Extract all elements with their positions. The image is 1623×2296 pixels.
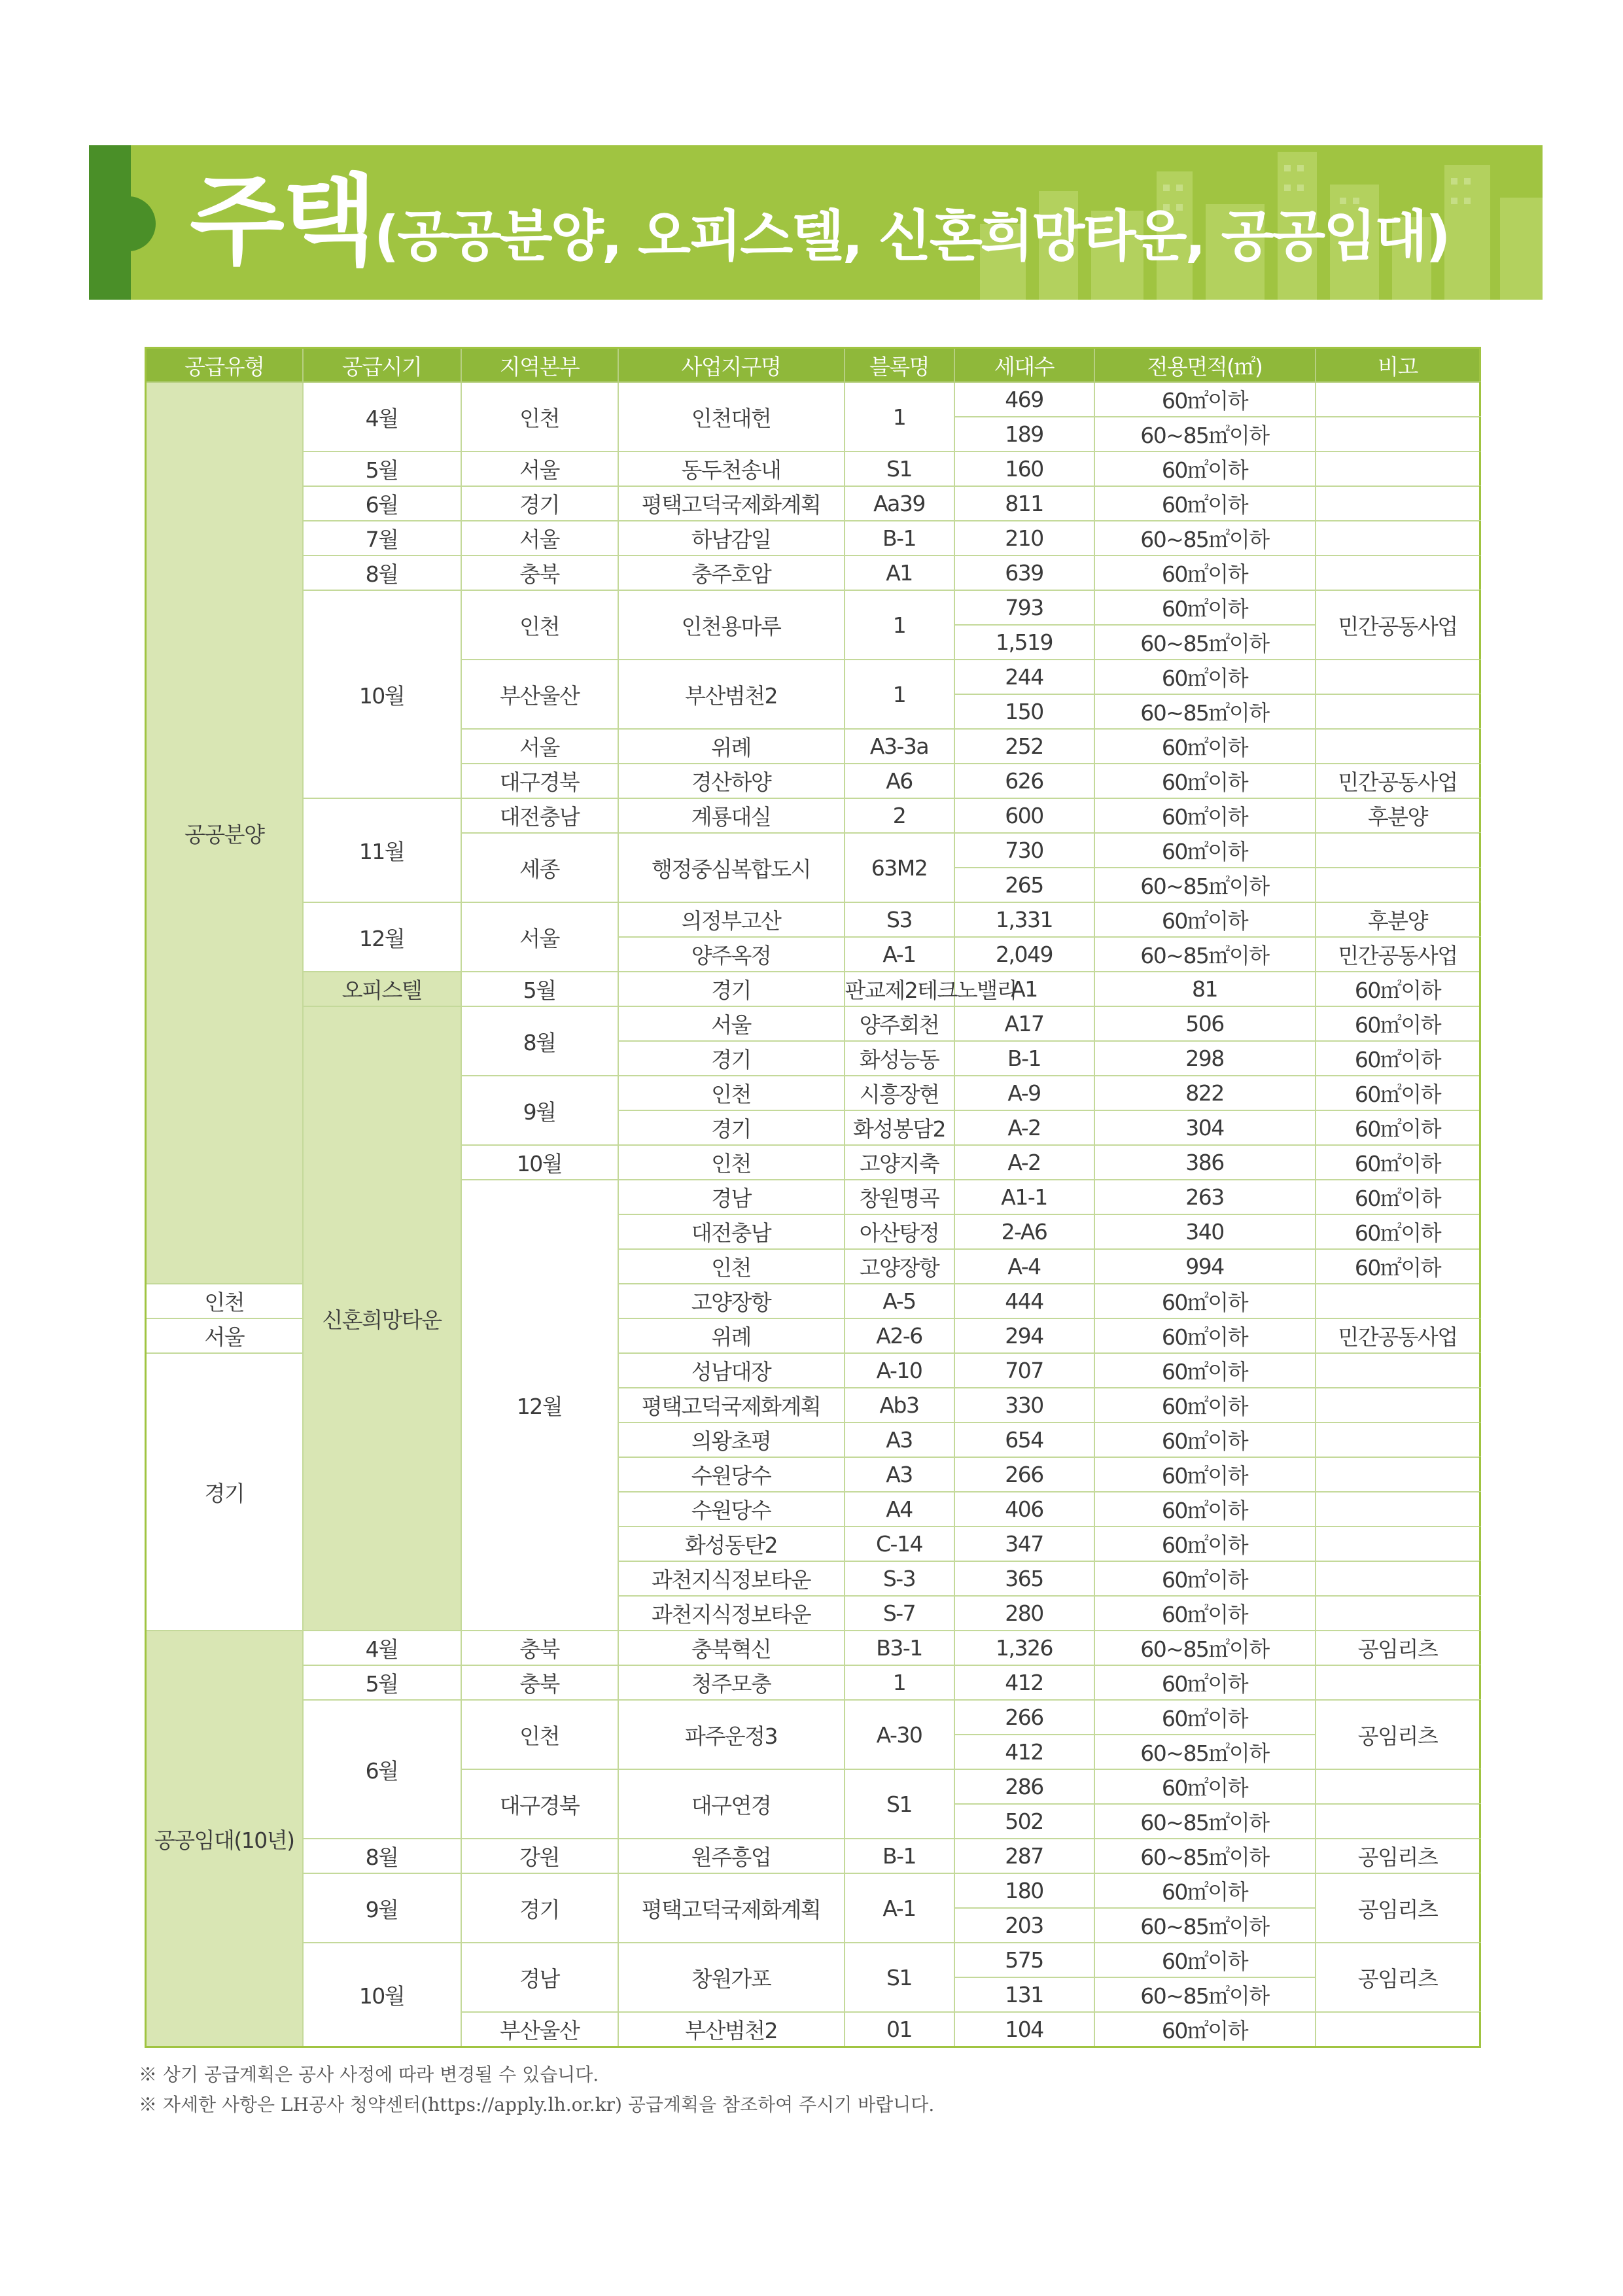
table-cell: 원주흥업 bbox=[618, 1839, 845, 1873]
table-cell: 60㎡이하 bbox=[1094, 798, 1316, 833]
table-cell: 60㎡이하 bbox=[1094, 382, 1316, 417]
table-cell: 502 bbox=[954, 1804, 1094, 1839]
table-cell: 1 bbox=[845, 590, 954, 660]
table-cell: S-3 bbox=[845, 1561, 954, 1596]
table-cell: 부산범천2 bbox=[618, 2012, 845, 2047]
page-title-main: 주택 bbox=[190, 165, 374, 279]
table-cell: 대구연경 bbox=[618, 1769, 845, 1839]
table-cell: 60~85㎡이하 bbox=[1094, 1631, 1316, 1665]
table-cell: 639 bbox=[954, 556, 1094, 590]
table-cell: 양주회천 bbox=[845, 1006, 954, 1041]
table-cell: 고양지축 bbox=[845, 1145, 954, 1180]
table-cell: 60㎡이하 bbox=[1094, 1769, 1316, 1804]
table-cell bbox=[1316, 729, 1480, 764]
table-cell: 60㎡이하 bbox=[1094, 1284, 1316, 1318]
table-cell: 파주운정3 bbox=[618, 1700, 845, 1769]
table-cell: 민간공동사업 bbox=[1316, 1318, 1480, 1353]
supply-type-cell: 공공분양 bbox=[146, 382, 303, 1284]
table-cell: 707 bbox=[954, 1353, 1094, 1388]
table-cell bbox=[1316, 694, 1480, 729]
table-cell: 화성봉담2 bbox=[845, 1110, 954, 1145]
table-cell: 위례 bbox=[618, 729, 845, 764]
table-cell: 부산울산 bbox=[461, 660, 618, 729]
table-cell: 화성동탄2 bbox=[618, 1527, 845, 1561]
table-cell: A-2 bbox=[954, 1110, 1094, 1145]
table-cell: 203 bbox=[954, 1908, 1094, 1943]
table-cell: 60㎡이하 bbox=[1094, 1700, 1316, 1735]
table-cell: 인천 bbox=[461, 1700, 618, 1769]
table-cell: 인천대헌 bbox=[618, 382, 845, 451]
table-cell bbox=[1316, 382, 1480, 417]
table-cell: A1-1 bbox=[954, 1180, 1094, 1214]
table-cell: 평택고덕국제화계획 bbox=[618, 1388, 845, 1422]
table-cell: 469 bbox=[954, 382, 1094, 417]
table-cell: 287 bbox=[954, 1839, 1094, 1873]
table-cell: 서울 bbox=[461, 521, 618, 556]
table-cell: 창원가포 bbox=[618, 1943, 845, 2012]
table-row bbox=[146, 1006, 1480, 1041]
table-cell: 공임리츠 bbox=[1316, 1873, 1480, 1943]
table-cell: 동두천송내 bbox=[618, 451, 845, 486]
supply-plan-table bbox=[145, 347, 1481, 2048]
table-cell: 60~85㎡이하 bbox=[1094, 625, 1316, 660]
table-cell: 4월 bbox=[303, 1631, 461, 1665]
table-cell: 60㎡이하 bbox=[1094, 1665, 1316, 1700]
table-cell: 60㎡이하 bbox=[1316, 1180, 1480, 1214]
table-cell: A3 bbox=[845, 1422, 954, 1457]
table-cell: 시흥장현 bbox=[845, 1076, 954, 1110]
table-cell: 경남 bbox=[618, 1180, 845, 1214]
column-header: 세대수 bbox=[954, 348, 1094, 383]
table-cell: 60㎡이하 bbox=[1094, 2012, 1316, 2047]
table-cell: 60~85㎡이하 bbox=[1094, 1839, 1316, 1873]
table-cell: B3-1 bbox=[845, 1631, 954, 1665]
table-cell: 60㎡이하 bbox=[1316, 1006, 1480, 1041]
table-cell: S-7 bbox=[845, 1596, 954, 1631]
table-cell: 경남 bbox=[461, 1943, 618, 2012]
table-cell bbox=[1316, 1665, 1480, 1700]
table-cell: 창원명곡 bbox=[845, 1180, 954, 1214]
table-cell: 부산범천2 bbox=[618, 660, 845, 729]
table-cell: 1 bbox=[845, 1665, 954, 1700]
table-cell: 600 bbox=[954, 798, 1094, 833]
table-cell: 평택고덕국제화계획 bbox=[618, 1873, 845, 1943]
table-cell: 서울 bbox=[461, 451, 618, 486]
table-row bbox=[146, 1700, 1480, 1735]
table-cell: 189 bbox=[954, 417, 1094, 451]
table-cell: A1 bbox=[954, 972, 1094, 1006]
table-cell: 131 bbox=[954, 1977, 1094, 2012]
table-cell: 60㎡이하 bbox=[1094, 451, 1316, 486]
table-cell bbox=[1316, 1284, 1480, 1318]
table-cell: 11월 bbox=[303, 798, 461, 902]
table-cell bbox=[1316, 1527, 1480, 1561]
table-cell: 강원 bbox=[461, 1839, 618, 1873]
table-cell: 양주옥정 bbox=[618, 937, 845, 972]
table-cell: 1,331 bbox=[954, 902, 1094, 937]
table-cell: A-5 bbox=[845, 1284, 954, 1318]
table-cell: 654 bbox=[954, 1422, 1094, 1457]
table-cell: A3-3a bbox=[845, 729, 954, 764]
table-cell: 180 bbox=[954, 1873, 1094, 1908]
table-cell: A3 bbox=[845, 1457, 954, 1492]
table-cell: 347 bbox=[954, 1527, 1094, 1561]
column-header: 지역본부 bbox=[461, 348, 618, 383]
table-cell: 인천 bbox=[618, 1249, 845, 1284]
table-cell: 60㎡이하 bbox=[1094, 729, 1316, 764]
table-cell: 730 bbox=[954, 833, 1094, 868]
table-cell: 60㎡이하 bbox=[1094, 1527, 1316, 1561]
table-cell: 266 bbox=[954, 1457, 1094, 1492]
table-cell: 412 bbox=[954, 1735, 1094, 1769]
table-cell: 60㎡이하 bbox=[1316, 1076, 1480, 1110]
table-cell: 화성능동 bbox=[845, 1041, 954, 1076]
supply-type-cell: 오피스텔 bbox=[303, 972, 461, 1006]
table-cell: 60㎡이하 bbox=[1094, 1388, 1316, 1422]
table-cell: 수원당수 bbox=[618, 1457, 845, 1492]
table-cell: B-1 bbox=[954, 1041, 1094, 1076]
table-cell: 10월 bbox=[461, 1145, 618, 1180]
column-header: 공급시기 bbox=[303, 348, 461, 383]
table-row bbox=[146, 972, 1480, 1006]
table-cell: 210 bbox=[954, 521, 1094, 556]
table-cell: S1 bbox=[845, 1769, 954, 1839]
table-cell: A6 bbox=[845, 764, 954, 798]
table-cell bbox=[1316, 833, 1480, 868]
table-cell: 의정부고산 bbox=[618, 902, 845, 937]
table-cell: 506 bbox=[1094, 1006, 1316, 1041]
table-cell: Ab3 bbox=[845, 1388, 954, 1422]
table-cell: 인천 bbox=[461, 590, 618, 660]
table-cell bbox=[1316, 417, 1480, 451]
table-cell: 8월 bbox=[461, 1006, 618, 1076]
table-cell: 406 bbox=[954, 1492, 1094, 1527]
table-cell: 01 bbox=[845, 2012, 954, 2047]
table-cell: 판교제2테크노밸리 bbox=[845, 972, 954, 1006]
table-cell: 2,049 bbox=[954, 937, 1094, 972]
table-cell: 2 bbox=[845, 798, 954, 833]
table-cell: 81 bbox=[1094, 972, 1316, 1006]
supply-type-cell: 신혼희망타운 bbox=[303, 1006, 461, 1631]
table-cell: 60㎡이하 bbox=[1316, 972, 1480, 1006]
column-header: 전용면적(㎡) bbox=[1094, 348, 1316, 383]
table-cell: A-2 bbox=[954, 1145, 1094, 1180]
table-cell: 10월 bbox=[303, 1943, 461, 2047]
table-cell: 후분양 bbox=[1316, 798, 1480, 833]
table-cell: 민간공동사업 bbox=[1316, 590, 1480, 660]
column-header: 사업지구명 bbox=[618, 348, 845, 383]
table-cell: 60~85㎡이하 bbox=[1094, 868, 1316, 902]
table-cell: 행정중심복합도시 bbox=[618, 833, 845, 902]
page-title-sub: (공공분양, 오피스텔, 신혼희망타운, 공공임대) bbox=[374, 204, 1449, 268]
table-cell: B-1 bbox=[845, 521, 954, 556]
table-cell: B-1 bbox=[845, 1839, 954, 1873]
table-cell: 60㎡이하 bbox=[1094, 1596, 1316, 1631]
table-cell bbox=[1316, 1804, 1480, 1839]
table-cell: 민간공동사업 bbox=[1316, 937, 1480, 972]
table-row bbox=[146, 486, 1480, 521]
table-cell: 63M2 bbox=[845, 833, 954, 902]
table-cell: 60~85㎡이하 bbox=[1094, 1977, 1316, 2012]
table-cell: 인천용마루 bbox=[618, 590, 845, 660]
table-cell: 60~85㎡이하 bbox=[1094, 417, 1316, 451]
table-cell: 822 bbox=[1094, 1076, 1316, 1110]
table-cell: 공임리츠 bbox=[1316, 1700, 1480, 1769]
table-cell: 수원당수 bbox=[618, 1492, 845, 1527]
table-cell: 5월 bbox=[303, 451, 461, 486]
table-cell: 대전충남 bbox=[461, 798, 618, 833]
table-cell: 60~85㎡이하 bbox=[1094, 694, 1316, 729]
page-title bbox=[190, 153, 1449, 291]
table-cell: 인천 bbox=[146, 1284, 303, 1318]
table-cell: 286 bbox=[954, 1769, 1094, 1804]
table-cell: 244 bbox=[954, 660, 1094, 694]
table-cell: 12월 bbox=[461, 1180, 618, 1631]
table-cell: 365 bbox=[954, 1561, 1094, 1596]
table-row bbox=[146, 590, 1480, 625]
table-cell: 충주호암 bbox=[618, 556, 845, 590]
table-cell bbox=[1316, 1457, 1480, 1492]
table-cell: 60~85㎡이하 bbox=[1094, 1908, 1316, 1943]
table-cell: 의왕초평 bbox=[618, 1422, 845, 1457]
table-cell: 평택고덕국제화계획 bbox=[618, 486, 845, 521]
table-cell bbox=[1316, 1769, 1480, 1804]
table-cell: A4 bbox=[845, 1492, 954, 1527]
table-cell bbox=[1316, 451, 1480, 486]
table-cell: 994 bbox=[1094, 1249, 1316, 1284]
table-cell: 10월 bbox=[303, 590, 461, 798]
table-cell: 충북 bbox=[461, 1665, 618, 1700]
table-cell: 4월 bbox=[303, 382, 461, 451]
table-cell: 부산울산 bbox=[461, 2012, 618, 2047]
table-cell: 계룡대실 bbox=[618, 798, 845, 833]
table-cell bbox=[1316, 1353, 1480, 1388]
table-cell: 160 bbox=[954, 451, 1094, 486]
table-cell: 1,326 bbox=[954, 1631, 1094, 1665]
table-cell: 성남대장 bbox=[618, 1353, 845, 1388]
table-cell: 2-A6 bbox=[954, 1214, 1094, 1249]
table-cell: 12월 bbox=[303, 902, 461, 972]
table-cell: 60㎡이하 bbox=[1094, 902, 1316, 937]
table-row bbox=[146, 451, 1480, 486]
column-header: 공급유형 bbox=[146, 348, 303, 383]
table-cell: 575 bbox=[954, 1943, 1094, 1977]
footnote-2: ※ 자세한 사항은 LH공사 청약센터(https://apply.lh.or.kr) 공급계획을 참조하여 주시기 바랍니다. bbox=[139, 2094, 935, 2115]
table-cell: A17 bbox=[954, 1006, 1094, 1041]
table-cell bbox=[1316, 556, 1480, 590]
table-cell: 세종 bbox=[461, 833, 618, 902]
table-cell bbox=[1316, 1596, 1480, 1631]
table-cell: 60㎡이하 bbox=[1094, 660, 1316, 694]
table-cell: S1 bbox=[845, 451, 954, 486]
table-cell: 인천 bbox=[461, 382, 618, 451]
table-cell: 6월 bbox=[303, 486, 461, 521]
table-cell: 60㎡이하 bbox=[1094, 1492, 1316, 1527]
table-cell: 청주모충 bbox=[618, 1665, 845, 1700]
table-cell: 서울 bbox=[461, 902, 618, 972]
table-cell: 252 bbox=[954, 729, 1094, 764]
table-cell: 충북혁신 bbox=[618, 1631, 845, 1665]
table-cell: 공임리츠 bbox=[1316, 1839, 1480, 1873]
table-cell: 386 bbox=[1094, 1145, 1316, 1180]
table-cell: 793 bbox=[954, 590, 1094, 625]
table-cell: S1 bbox=[845, 1943, 954, 2012]
table-cell: 공임리츠 bbox=[1316, 1631, 1480, 1665]
table-cell: 후분양 bbox=[1316, 902, 1480, 937]
table-cell: 1 bbox=[845, 382, 954, 451]
table-cell: 811 bbox=[954, 486, 1094, 521]
table-cell: S3 bbox=[845, 902, 954, 937]
table-cell: 60㎡이하 bbox=[1094, 1353, 1316, 1388]
table-cell: 294 bbox=[954, 1318, 1094, 1353]
table-cell: 60~85㎡이하 bbox=[1094, 1735, 1316, 1769]
table-row bbox=[146, 1631, 1480, 1665]
table-cell: 대구경북 bbox=[461, 764, 618, 798]
table-cell bbox=[1316, 2012, 1480, 2047]
table-row bbox=[146, 1839, 1480, 1873]
table-cell: 아산탕정 bbox=[845, 1214, 954, 1249]
table-cell: 60㎡이하 bbox=[1316, 1110, 1480, 1145]
table-cell: 경기 bbox=[461, 1873, 618, 1943]
table-cell: 서울 bbox=[146, 1318, 303, 1353]
banner-accent-tab bbox=[89, 145, 131, 300]
table-cell: 60㎡이하 bbox=[1316, 1041, 1480, 1076]
table-cell: 444 bbox=[954, 1284, 1094, 1318]
table-cell: 60㎡이하 bbox=[1094, 1943, 1316, 1977]
table-cell: 60~85㎡이하 bbox=[1094, 1804, 1316, 1839]
table-cell: 298 bbox=[1094, 1041, 1316, 1076]
table-cell: 대구경북 bbox=[461, 1769, 618, 1839]
table-cell: 인천 bbox=[618, 1145, 845, 1180]
table-cell: 330 bbox=[954, 1388, 1094, 1422]
table-cell bbox=[1316, 660, 1480, 694]
table-cell: 60㎡이하 bbox=[1316, 1249, 1480, 1284]
table-cell: 263 bbox=[1094, 1180, 1316, 1214]
table-cell: 8월 bbox=[303, 556, 461, 590]
table-cell: 위례 bbox=[618, 1318, 845, 1353]
table-cell: 60㎡이하 bbox=[1094, 1457, 1316, 1492]
table-row bbox=[146, 382, 1480, 417]
table-cell: A-30 bbox=[845, 1700, 954, 1769]
table-row bbox=[146, 521, 1480, 556]
table-cell: 경기 bbox=[618, 972, 845, 1006]
table-header-row bbox=[146, 348, 1480, 383]
table-cell: 60㎡이하 bbox=[1094, 1561, 1316, 1596]
table-cell bbox=[1316, 868, 1480, 902]
table-row bbox=[146, 1665, 1480, 1700]
table-cell: A-9 bbox=[954, 1076, 1094, 1110]
table-cell: 340 bbox=[1094, 1214, 1316, 1249]
table-cell: 104 bbox=[954, 2012, 1094, 2047]
supply-type-cell: 공공임대(10년) bbox=[146, 1631, 303, 2047]
table-cell: A2-6 bbox=[845, 1318, 954, 1353]
table-cell: 304 bbox=[1094, 1110, 1316, 1145]
table-cell: 60㎡이하 bbox=[1094, 1873, 1316, 1908]
table-cell bbox=[1316, 1388, 1480, 1422]
table-cell: 150 bbox=[954, 694, 1094, 729]
table-row bbox=[146, 1943, 1480, 1977]
table-cell: 대전충남 bbox=[618, 1214, 845, 1249]
table-cell: 1,519 bbox=[954, 625, 1094, 660]
table-cell: 9월 bbox=[461, 1076, 618, 1145]
table-cell: 과천지식정보타운 bbox=[618, 1561, 845, 1596]
table-cell: 626 bbox=[954, 764, 1094, 798]
table-cell: 60㎡이하 bbox=[1094, 1422, 1316, 1457]
table-cell: 민간공동사업 bbox=[1316, 764, 1480, 798]
table-cell: 9월 bbox=[303, 1873, 461, 1943]
table-cell: 60㎡이하 bbox=[1316, 1214, 1480, 1249]
table-cell: 60㎡이하 bbox=[1094, 764, 1316, 798]
table-cell bbox=[1316, 1561, 1480, 1596]
table-cell: 경기 bbox=[618, 1041, 845, 1076]
table-cell bbox=[1316, 1422, 1480, 1457]
table-cell: 공임리츠 bbox=[1316, 1943, 1480, 2012]
table-cell: 1 bbox=[845, 660, 954, 729]
table-row bbox=[146, 556, 1480, 590]
table-cell: 경기 bbox=[146, 1353, 303, 1631]
table-cell: 60~85㎡이하 bbox=[1094, 937, 1316, 972]
table-cell: 고양장항 bbox=[618, 1284, 845, 1318]
table-cell: 8월 bbox=[303, 1839, 461, 1873]
table-cell: 60~85㎡이하 bbox=[1094, 521, 1316, 556]
table-cell: 5월 bbox=[303, 1665, 461, 1700]
table-cell: C-14 bbox=[845, 1527, 954, 1561]
table-cell bbox=[1316, 1492, 1480, 1527]
table-cell bbox=[1316, 486, 1480, 521]
table-cell: 265 bbox=[954, 868, 1094, 902]
table-cell: 6월 bbox=[303, 1700, 461, 1839]
column-header: 비고 bbox=[1316, 348, 1480, 383]
table-cell: 60㎡이하 bbox=[1094, 833, 1316, 868]
table-cell: 경기 bbox=[461, 486, 618, 521]
table-cell: 서울 bbox=[618, 1006, 845, 1041]
table-cell: 고양장항 bbox=[845, 1249, 954, 1284]
table-cell: A-4 bbox=[954, 1249, 1094, 1284]
table-cell: A-10 bbox=[845, 1353, 954, 1388]
table-cell: 과천지식정보타운 bbox=[618, 1596, 845, 1631]
table-cell: A-1 bbox=[845, 937, 954, 972]
table-cell: 인천 bbox=[618, 1076, 845, 1110]
table-cell: 280 bbox=[954, 1596, 1094, 1631]
table-cell: 60㎡이하 bbox=[1316, 1145, 1480, 1180]
table-cell: 60㎡이하 bbox=[1094, 486, 1316, 521]
table-cell: 하남감일 bbox=[618, 521, 845, 556]
table-cell: 충북 bbox=[461, 556, 618, 590]
table-cell: 60㎡이하 bbox=[1094, 556, 1316, 590]
table-cell: 7월 bbox=[303, 521, 461, 556]
table-cell: 5월 bbox=[461, 972, 618, 1006]
table-cell: Aa39 bbox=[845, 486, 954, 521]
table-cell bbox=[1316, 521, 1480, 556]
table-cell: A-1 bbox=[845, 1873, 954, 1943]
table-cell: 412 bbox=[954, 1665, 1094, 1700]
table-cell: 경산하양 bbox=[618, 764, 845, 798]
table-row bbox=[146, 902, 1480, 937]
table-cell: 서울 bbox=[461, 729, 618, 764]
footnote-1: ※ 상기 공급계획은 공사 사정에 따라 변경될 수 있습니다. bbox=[139, 2064, 599, 2085]
table-cell: 266 bbox=[954, 1700, 1094, 1735]
table-cell: 충북 bbox=[461, 1631, 618, 1665]
column-header: 블록명 bbox=[845, 348, 954, 383]
table-cell: 경기 bbox=[618, 1110, 845, 1145]
table-row bbox=[146, 798, 1480, 833]
table-cell: 60㎡이하 bbox=[1094, 590, 1316, 625]
table-row bbox=[146, 1873, 1480, 1908]
table-cell: A1 bbox=[845, 556, 954, 590]
table-cell: 60㎡이하 bbox=[1094, 1318, 1316, 1353]
footnotes bbox=[139, 2060, 934, 2120]
